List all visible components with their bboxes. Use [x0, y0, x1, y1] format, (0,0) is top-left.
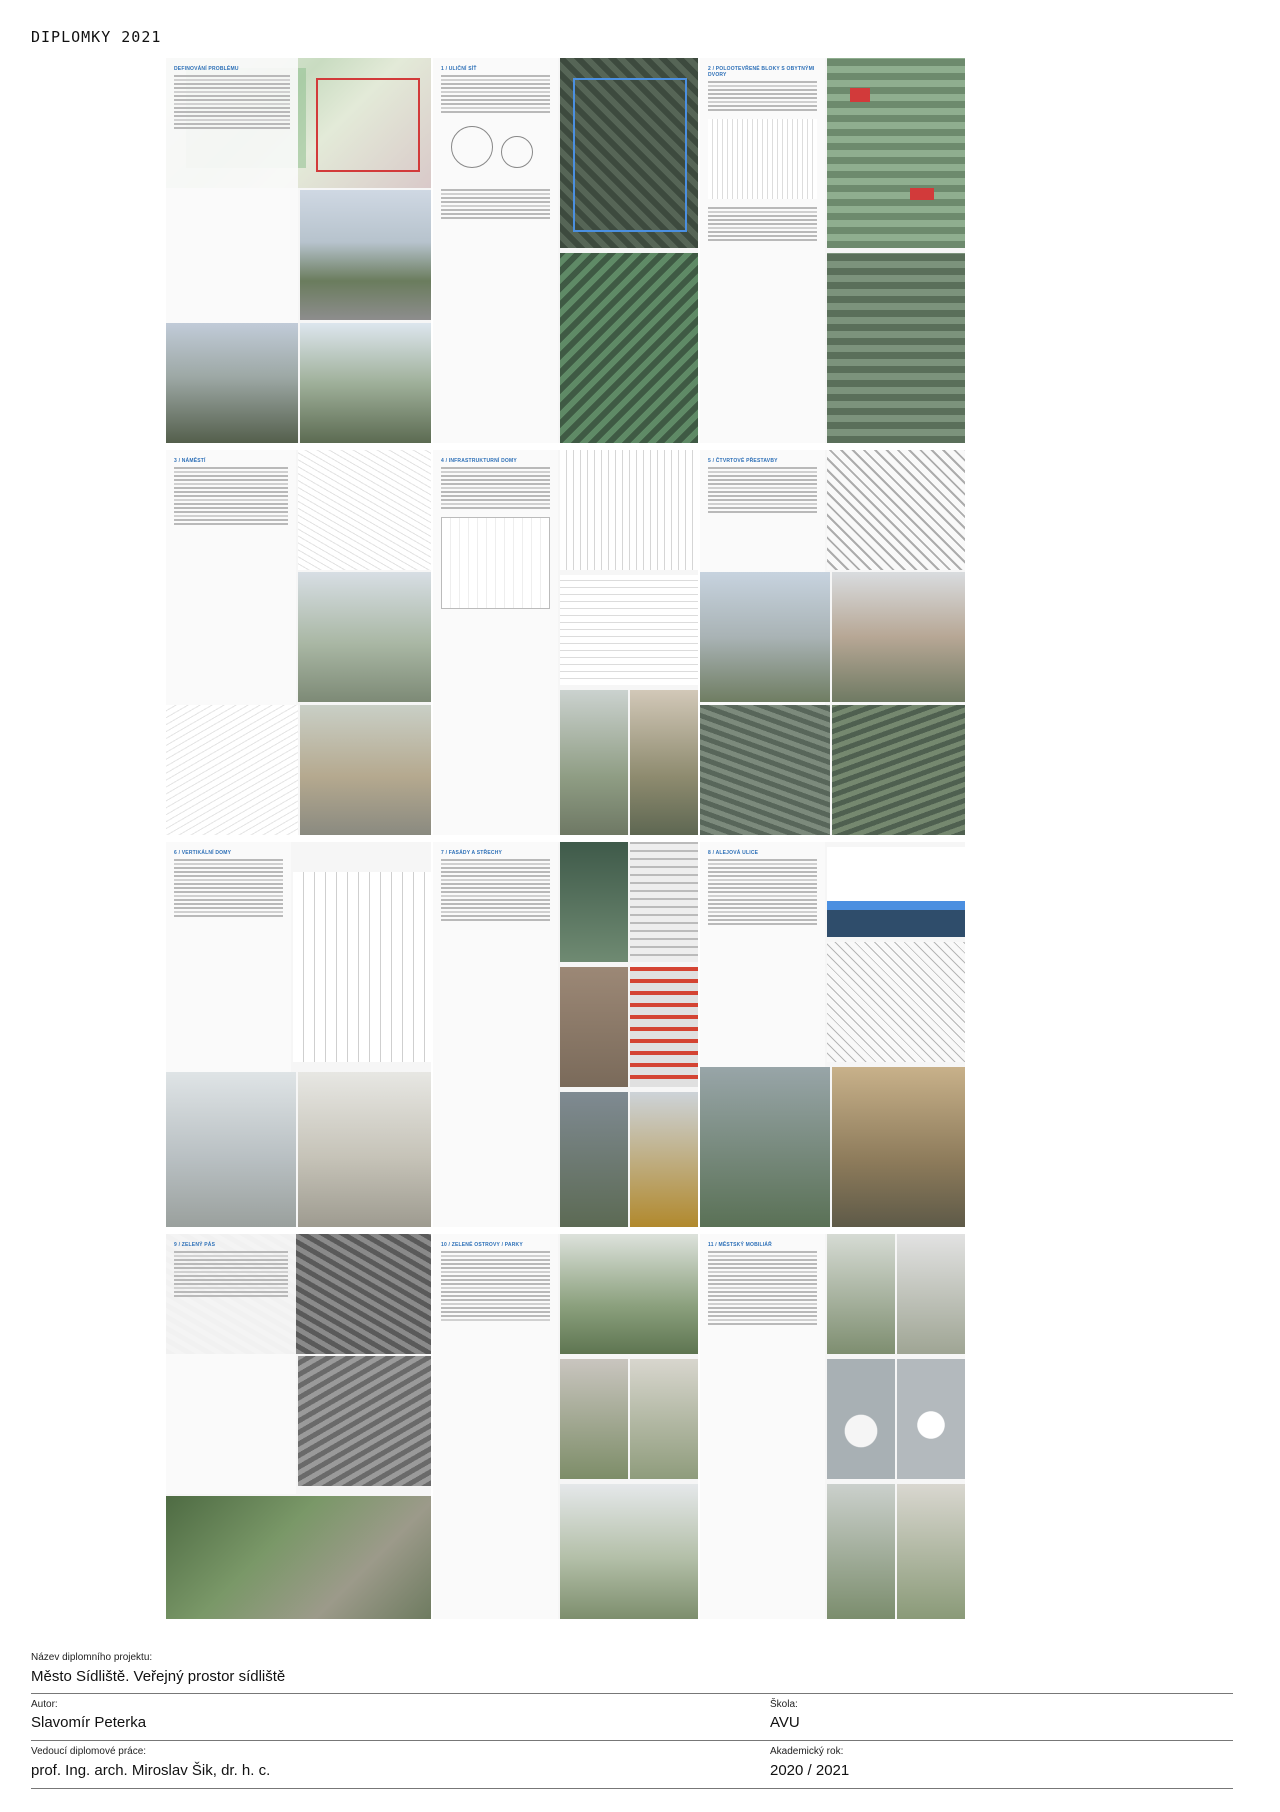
- photo-estate-street: [166, 323, 298, 443]
- section-title: 11 / MĚSTSKÝ MOBILIÁŘ: [708, 1242, 772, 1248]
- sheet-1: [166, 58, 431, 443]
- rooftop-aerial-left: [560, 1092, 628, 1227]
- year-label: Akademický rok:: [770, 1746, 844, 1757]
- avenue-tree-photo: [832, 1067, 965, 1227]
- supervisor-label: Vedoucí diplomové práce:: [31, 1746, 147, 1757]
- square-visualisation: [298, 572, 431, 702]
- facade-photo-white: [630, 842, 698, 962]
- facade-photo-green: [560, 842, 628, 962]
- quarter-plan: [827, 450, 965, 570]
- divider: [31, 1788, 1233, 1789]
- avenue-plan: [827, 942, 965, 1062]
- sheet-10: [166, 1234, 431, 1619]
- sheet-11-text: [433, 1234, 558, 1619]
- quarter-aerial-right: [832, 705, 965, 835]
- street-overlay-blue: [573, 78, 687, 232]
- block-red-marker: [910, 188, 934, 200]
- sheet-3: [700, 58, 965, 443]
- school-name: AVU: [770, 1714, 800, 1731]
- quarter-photo-left: [700, 572, 830, 702]
- section-title: 5 / ČTVRTOVÉ PŘESTAVBY: [708, 458, 778, 464]
- avenue-aerial-photo: [700, 1067, 830, 1227]
- section-title: 10 / ZELENÉ OSTROVY / PARKY: [441, 1242, 523, 1248]
- sheet-12: [700, 1234, 965, 1619]
- section-title: 7 / FASÁDY A STŘECHY: [441, 850, 503, 856]
- sheet-5-text: [433, 450, 558, 835]
- project-title: Město Sídliště. Veřejný prostor sídliště: [31, 1668, 286, 1685]
- tower-visualisation-left: [166, 1072, 296, 1227]
- facade-photo-brick: [560, 967, 628, 1087]
- green-belt-map: [166, 1496, 431, 1619]
- section-title: 2 / POLOOTEVŘENÉ BLOKY S OBYTNÝMI DVORY: [708, 66, 815, 78]
- section-title: 3 / NÁMĚSTÍ: [174, 458, 206, 464]
- infrastructure-photo-right: [630, 690, 698, 835]
- sheet-8-text: [433, 842, 558, 1227]
- avenue-section-drawing: [827, 847, 965, 937]
- section-title: 8 / ALEJOVÁ ULICE: [708, 850, 759, 856]
- facade-photo-red-balconies: [630, 967, 698, 1087]
- divider: [31, 1693, 1233, 1694]
- section-title: DEFINOVÁNÍ PROBLÉMU: [174, 66, 239, 72]
- park-photo-left: [560, 1359, 628, 1479]
- block-red-marker: [850, 88, 870, 102]
- park-photo-right: [630, 1359, 698, 1479]
- photo-estate-trees: [300, 323, 431, 443]
- sheet-2: [433, 58, 698, 443]
- square-photo: [300, 705, 431, 835]
- photo-housing-estate: [300, 190, 431, 320]
- square-axonometry: [298, 450, 431, 570]
- fountain-visualisation-right: [897, 1359, 965, 1479]
- aerial-blocks-bottom: [827, 253, 965, 443]
- furniture-photo-top-left: [827, 1234, 895, 1354]
- supervisor-name: prof. Ing. arch. Miroslav Šik, dr. h. c.: [31, 1762, 271, 1779]
- sheet-8: [433, 842, 698, 1227]
- aerial-green-overlay: [560, 253, 698, 443]
- author-name: Slavomír Peterka: [31, 1714, 147, 1731]
- aerial-blocks-top: [827, 58, 965, 248]
- sheet-6: [700, 450, 965, 835]
- sheet-3-text: [700, 58, 825, 443]
- park-photo-top: [560, 1234, 698, 1354]
- sheet-5: [433, 450, 698, 835]
- infrastructure-plan-middle: [560, 575, 698, 685]
- square-plan: [166, 705, 298, 835]
- section-title: 4 / INFRASTRUKTURNÍ DOMY: [441, 458, 517, 464]
- quarter-aerial-left: [700, 705, 830, 835]
- infrastructure-photo-left: [560, 690, 628, 835]
- fountain-visualisation-left: [827, 1359, 895, 1479]
- sheet-9: [700, 842, 965, 1227]
- project-label: Název diplomního projektu:: [31, 1652, 153, 1663]
- tower-elevations: [293, 872, 431, 1062]
- sheet-2-text: [433, 58, 558, 443]
- sheet-11: [433, 1234, 698, 1619]
- park-visualisation-bottom: [560, 1484, 698, 1619]
- section-title: 6 / VERTIKÁLNÍ DOMY: [174, 850, 232, 856]
- green-belt-aerial-middle: [298, 1356, 431, 1486]
- academic-year: 2020 / 2021: [770, 1762, 850, 1779]
- sheet-4: [166, 450, 431, 835]
- sheet-7: [166, 842, 431, 1227]
- pavilion-photo-left: [827, 1484, 895, 1619]
- page-header: DIPLOMKY 2021: [31, 28, 162, 46]
- infrastructure-plan-top: [560, 450, 698, 570]
- tower-visualisation-right: [298, 1072, 431, 1227]
- rooftop-photo-right: [630, 1092, 698, 1227]
- furniture-photo-top-right: [897, 1234, 965, 1354]
- sheet-10-text: [166, 1234, 296, 1494]
- divider: [31, 1740, 1233, 1741]
- poster-grid: [166, 58, 1232, 1620]
- map-red-boundary: [316, 78, 420, 172]
- quarter-photo-right: [832, 572, 965, 702]
- sheet-12-text: [700, 1234, 825, 1619]
- school-label: Škola:: [770, 1699, 798, 1710]
- section-title: 9 / ZELENÝ PÁS: [174, 1242, 216, 1248]
- section-title: 1 / ULIČNÍ SÍŤ: [441, 66, 477, 72]
- pavilion-photo-right: [897, 1484, 965, 1619]
- author-label: Autor:: [31, 1699, 58, 1710]
